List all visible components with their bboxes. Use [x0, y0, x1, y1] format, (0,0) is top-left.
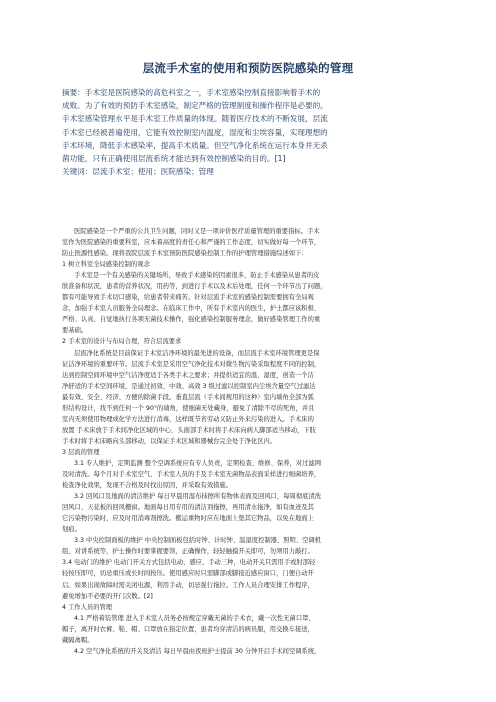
body-line: 回风口、天花板的回风栅窗。地面每日用专用的清洁剂拖擦，再用清水拖净，如有血迹及其	[62, 504, 314, 512]
abstract-block	[62, 86, 438, 178]
body-line: 2 手术室的设计与布局合理，符合层流要求	[62, 338, 182, 346]
body-line: 1 树立科室全局感染控制的观念	[62, 261, 150, 269]
body-line: 4.1 严格着装管理 进入手术室人员务必按规定穿戴无菌的手术衣，戴一次性无菌口罩、	[74, 614, 315, 622]
body-line: 避免增加不必要的开门次数。[2]	[62, 592, 153, 600]
body-line: 都有可能导致手术切口感染，给患者带来痛苦。针对层流手术室的感染控制需要拥有全局观	[62, 294, 314, 302]
body-line: 及时清洗。每个月对手术室空气、手术室人员的手及手术室无菌物品表面采样进行细菌培养，	[62, 471, 321, 479]
body-line: 手术时将手术床略向头部移动，以保证手术区域和器械台完全处于净化区内。	[62, 437, 277, 445]
body-line: 手术室是一个有关感染的关键场所，导致手术感染的因素很多，防止手术感染从患者的皮	[74, 272, 320, 280]
body-text	[62, 226, 438, 657]
body-line: 帽子，离开时衣裤、鞋、帽、口罩放在指定位置，患者均穿清洁的病员服，用交换车接送，	[62, 625, 314, 633]
body-line: 肤准备和状况，患者的营养状况，用药等，到进行手术以及术后处理，任何一个环节出了问题，	[62, 283, 327, 291]
body-line: 戴隔离帽。	[62, 636, 94, 644]
abstract-line: 手术室感染管理水平是手术室工作质量的体现。随着医疗技术的不断发展，层流	[62, 114, 328, 124]
body-line: 证洁净环境的重要环节。层流手术室是采用空气净化技术对微生物污染采取程度不同的控制，	[62, 360, 321, 368]
body-line: 3.2 回风口及地面的清洁维护 每日早晨用湿布抹擦所有物体表面及回风口，每周彻底清洗	[74, 493, 322, 501]
body-line: 4 工作人员的管理	[62, 603, 113, 611]
body-line: 4.2 空气净化系统的开关及清洁 每日早晨由夜班护士提前 30 分钟开启手术间空调系统，	[74, 647, 321, 655]
abstract-line: 摘要：手术室是医院感染的高危科室之一，手术室感染控制直接影响着手术的	[62, 88, 321, 97]
body-line: 3.4 电动门的维护 电动门开关方式包括电动、感应、手动三种，电动开关只需用手或肘部轻	[62, 559, 316, 567]
body-line: 放置 手术床放于手术间净化区域的中心，头面部手术时将手术床向病人脚部适当移动，下肢	[62, 426, 316, 434]
body-line: 室内无须使用物理或化学方法进行消毒，这样既节省劳动又防止外来污染的进入。手术床的	[62, 415, 314, 423]
body-line: 启。如果出现故障时需关闭电源，利用手动，切忌强行拖拉。工作人员合理安排工作程序，	[62, 581, 314, 589]
body-line: 医院感染是一个严重的公共卫生问题，同时又是一项评价医疗质量管理的重要指标。手术	[74, 228, 320, 235]
body-line: 3.1 专人维护，定期监测 整个空调系统应有专人负责，定期检查、维修、保养，对过滤网	[74, 459, 322, 467]
body-line: 3.3 中央控制面板的维护 中央控制面板包括时钟、计时钟、温湿度控制器、照明、空调机	[74, 537, 322, 545]
keywords-line: 关键词：层流手术室；使用；医院感染；管理	[62, 167, 214, 177]
body-line: 轻按压即可，切忌重压或长时间按压。使用感应时只需脚部或脚接近感应窗口，门便自动开	[62, 570, 314, 578]
body-line: 达到控制空间环境中空气洁净度适于各类手术之要求；并提供适宜的温、湿度，创造一个洁	[62, 371, 314, 379]
abstract-line: 菌功能，只有正确使用层流系统才能达到有效控制感染的目的。[1]	[62, 154, 286, 164]
body-line: 室作为医院感染的重要科室，应本着高度的责任心和严谨的工作态度，切实做好每一个环节，	[62, 239, 321, 247]
body-line: 形结构设计，找不到任何一个 90°的墙角，使细菌无处藏身，避免了清除不尽的死角，并且	[62, 404, 315, 412]
body-line: 组、对讲系统等，护士操作时要掌握要领，正确操作，轻轻触摸开关即可，勿须用力敲打。	[62, 548, 314, 556]
body-line: 它污染物污染时，应及时用消毒剂擦洗。搬运重物时应在地面上垫其它物品，以免在地面上	[62, 515, 314, 523]
body-line: 检查净化效果，发现不合格及时找出原因，并采取有效措施。	[62, 482, 233, 490]
body-line: 防止医源性感染。现将我院层流手术室预防医院感染控制工作的护理管理措施综述如下：	[62, 250, 308, 258]
body-line: 净舒适的手术空间环境，是通过初效、中效、高效 3 级过滤以控制室内尘埃含量空气过滤达	[62, 382, 316, 390]
body-line: 念，加强手术室人员服务全局理念。在临床工作中，所有手术室内的医生，护士都应该积极、	[62, 305, 321, 313]
body-line: 最有效、安全、经济、方便的除菌手段。垂直层流（手术间规用的这种）室内墙角全部为弧	[62, 393, 314, 401]
body-line: 层流净化系统是目前保证手术室洁净环境的最先进的设备，而层流手术室环境管理更是保	[74, 349, 320, 357]
body-line: 要基础。	[62, 327, 88, 335]
abstract-line: 成败。为了有效的预防手术室感染，制定严格的管理制度和操作程序是必要的。	[62, 101, 328, 111]
abstract-line: 手术环境，降低手术感染率，提高手术质量。但空气净化系统在运行本身并无杀	[62, 140, 328, 150]
body-line: 3 层流的管理	[62, 448, 100, 456]
body-line: 划痕。	[62, 526, 81, 534]
body-line: 严格、认真、自觉地执行各项无菌技术操作，强化感染控制服务理念，做好感染管理工作的重	[62, 316, 321, 324]
abstract-line: 手术室已经被普遍使用，它能有效控制室内温度，湿度和尘埃容量，实现理想的	[62, 127, 328, 137]
paper-title: 层流手术室的使用和预防医院感染的管理	[142, 61, 354, 75]
